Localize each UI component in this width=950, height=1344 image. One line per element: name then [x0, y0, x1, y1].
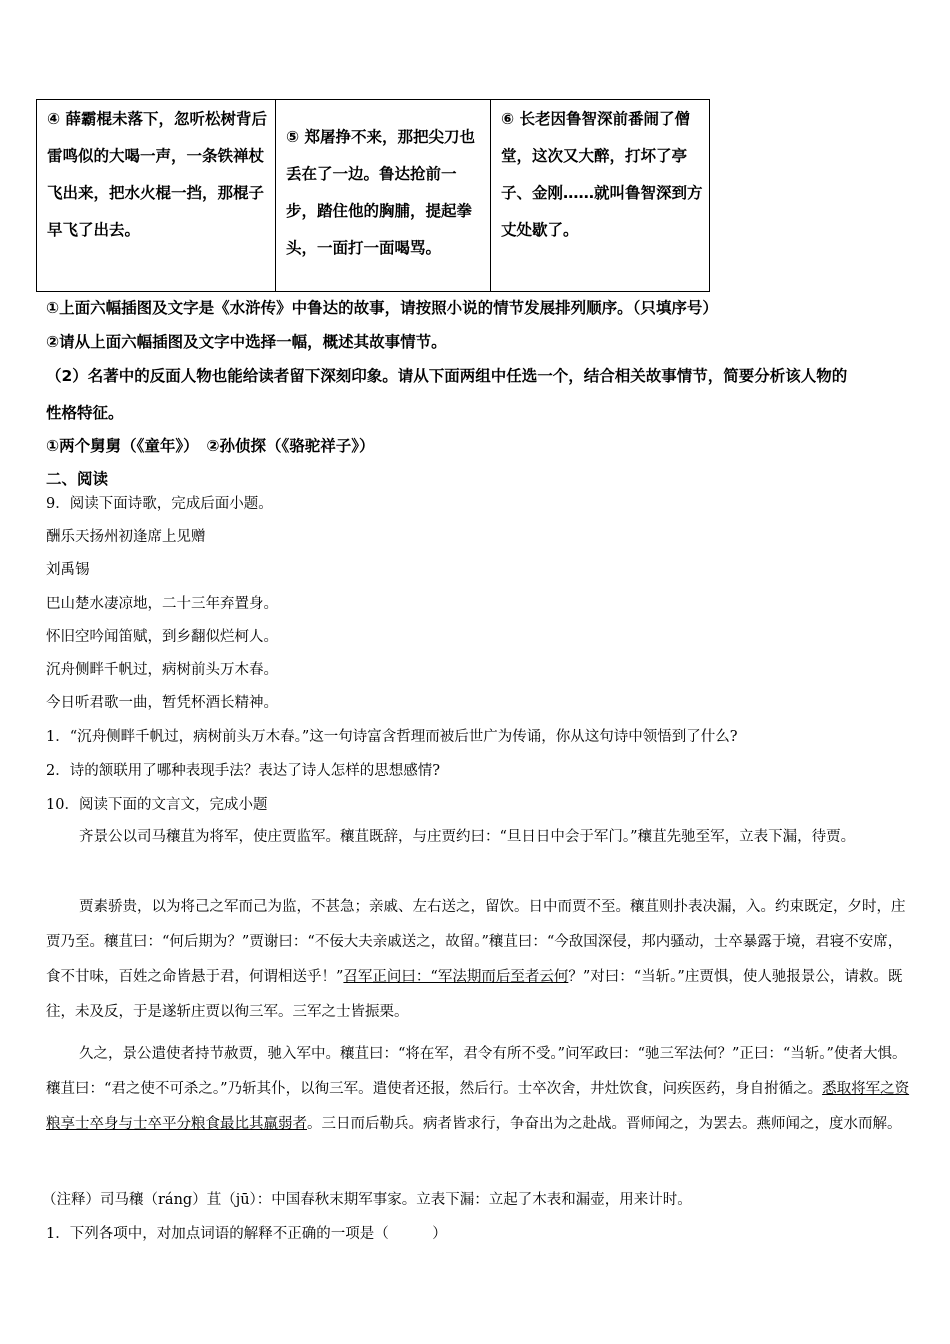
q8-part2-line2: 性格特征。 [46, 404, 124, 422]
table-cell-6: ⑥ 长老因鲁智深前番闹了僧堂，这次又大醉，打坏了亭子、金刚……就叫鲁智深到方丈处歇了。 [491, 100, 710, 292]
table-cell-5: ⑤ 郑屠挣不来，那把尖刀也丢在了一边。鲁达抢前一步，踏住他的胸脯，提起拳头，一面打一面喝骂。 [276, 100, 491, 292]
poem-line-1: 巴山楚水凄凉地，二十三年弃置身。 [46, 596, 278, 612]
poem-line-2: 怀旧空吟闻笛赋，到乡翻似烂柯人。 [46, 629, 278, 645]
q8-part2-line1: （2）名著中的反面人物也能给读者留下深刻印象。请从下面两组中任选一个，结合相关故事情节，简要分析该人物的 [46, 367, 848, 385]
q8-sub1: ①上面六幅插图及文字是《水浒传》中鲁达的故事，请按照小说的情节发展排列顺序。（只填序号） [46, 299, 718, 317]
table-cell-4: ④ 薛霸棍未落下，忽听松树背后雷鸣似的大喝一声，一条铁禅杖飞出来，把水火棍一挡，那棍子早飞了出去。 [37, 100, 276, 292]
poem-author: 刘禹锡 [46, 562, 90, 578]
illustration-table [36, 99, 710, 292]
p3-text-a: 久之，景公遣使者持节赦贾，驰入军中。穰苴曰：“将在军，君令有所不受。”问军政曰：“驰三军法何？”正曰：“当斩。”使者大惧。穰苴曰：“君之使不可杀之。”乃斩其仆，以徇三军。遣使者还报，然后行。士卒次舍，井灶饮食，问疾医药，身自拊循之。 [46, 1046, 907, 1097]
q9-question-2: 2．诗的颔联用了哪种表现手法？表达了诗人怎样的思想感情? [46, 763, 440, 779]
poem-line-3: 沉舟侧畔千帆过，病树前头万木春。 [46, 662, 278, 678]
poem-title: 酬乐天扬州初逢席上见赠 [46, 529, 206, 545]
p3-underlined: 悉取将军之资粮享士卒身与士卒平分粮食最比其羸弱者 [46, 1081, 910, 1132]
passage-paragraph-1: 齐景公以司马穰苴为将军，使庄贾监军。穰苴既辞，与庄贾约曰：“旦日日中会于军门。”穰苴先驰至军，立表下漏，待贾。 [79, 829, 856, 845]
passage-note: （注释）司马穰（ráng）苴（jū）：中国春秋末期军事家。立表下漏：立起了木表和漏壶，用来计时。 [42, 1192, 692, 1208]
q10-question-1: 1．下列各项中，对加点词语的解释不正确的一项是（ ） [46, 1226, 447, 1242]
section-heading: 二、阅读 [46, 470, 109, 488]
q9-prompt: 9．阅读下面诗歌，完成后面小题。 [46, 496, 273, 512]
passage-paragraph-3 [46, 1037, 912, 1142]
p3-text-b: 。三日而后勒兵。病者皆求行，争奋出为之赴战。晋师闻之，为罢去。燕师闻之，度水而解。 [307, 1116, 902, 1132]
p2-underlined: 召军正问曰：“军法期而后至者云何 [343, 969, 569, 985]
q8-options: ①两个舅舅（《童年》） ②孙侦探（《骆驼祥子》） [46, 437, 375, 455]
q10-prompt: 10．阅读下面的文言文，完成小题 [46, 797, 268, 813]
q8-sub2: ②请从上面六幅插图及文字中选择一幅，概述其故事情节。 [46, 333, 447, 351]
poem-line-4: 今日听君歌一曲，暂凭杯酒长精神。 [46, 695, 278, 711]
p2-text-a: 贾素骄贵，以为将己之军而己为监，不甚急；亲戚、左右送之，留饮。日中而贾不至。穰苴则扑表决漏，入。约束既定，夕时，庄贾乃至。穰苴曰：“何后期为？”贾谢曰：“不佞大夫亲戚送之，故留。”穰苴曰：“今敌国深侵，邦内骚动，士卒暴露于境，君寝不安席，食不甘味，百姓之命皆悬于君，何谓相送乎！” [46, 899, 906, 985]
passage-paragraph-2 [46, 890, 912, 1030]
q9-question-1: 1．“沉舟侧畔千帆过，病树前头万木春。”这一句诗富含哲理而被后世广为传诵，你从这句诗中领悟到了什么? [46, 729, 738, 745]
p2-text-b: ？”对曰：“当斩。”庄贾惧，使人驰报景公，请救。既往，未及反，于是遂斩庄贾以徇三军。三军之士皆振栗。 [46, 969, 903, 1020]
